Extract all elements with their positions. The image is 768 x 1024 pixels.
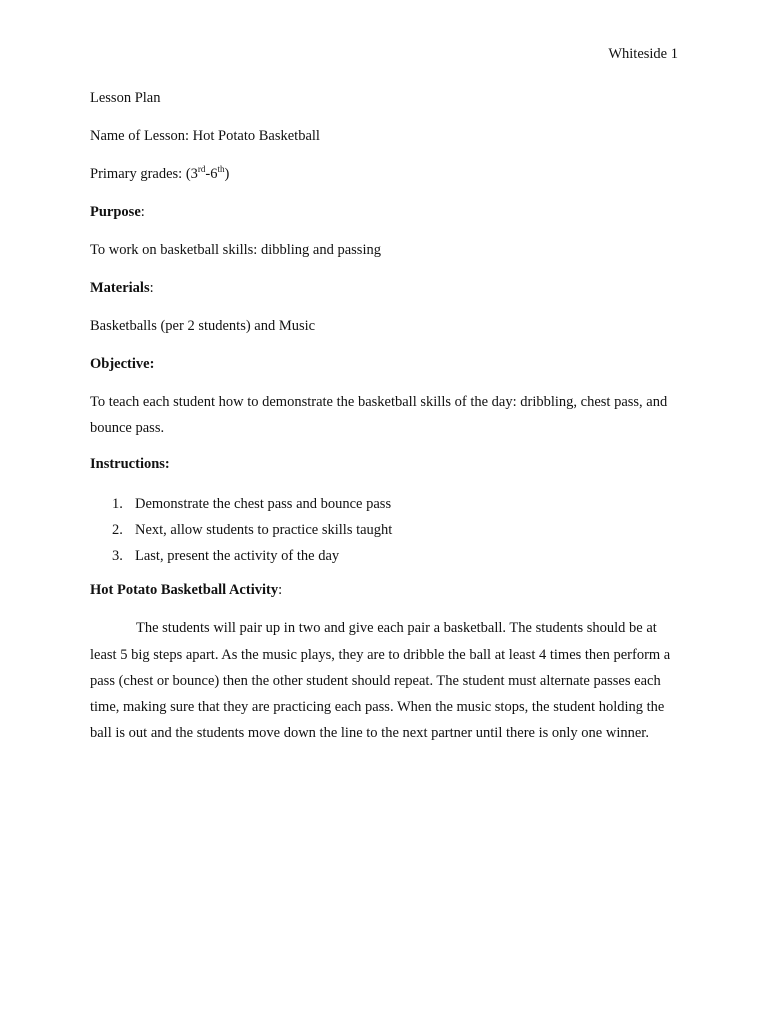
objective-text: To teach each student how to demonstrate the basketball skills of the day: dribbling, chest pass, and bounce pass.: [90, 394, 668, 437]
list-item-number: 1.: [112, 495, 123, 512]
instructions-heading: Instructions:: [90, 455, 170, 472]
running-head: Whiteside 1: [608, 46, 678, 62]
purpose-text: To work on basketball skills: dibbling and passing: [90, 242, 381, 258]
objective-heading: Objective:: [90, 356, 155, 372]
activity-heading-line: [90, 580, 680, 600]
activity-text: The students will pair up in two and give each pair a basketball. The students should be at least 5 big steps apart. As the music plays, they are to dribble the ball at least 4 times then perform a pass (chest or bounce) then the other student should repeat. The student must alternate passes each time, making sure that they are practicing each pass. When the music stops, the student holding the ball is out and the students move down the line to the next partner until there is only one winner.: [90, 620, 671, 742]
materials-heading-line: [90, 278, 680, 298]
list-item: [90, 517, 680, 543]
purpose-colon: :: [140, 204, 145, 220]
grades-suffix: ): [224, 166, 230, 182]
grades-sup-rd: rd: [197, 164, 206, 175]
list-item-number: 2.: [112, 521, 123, 538]
materials-text: Basketballs (per 2 students) and Music: [90, 318, 316, 334]
purpose-heading-line: [90, 202, 680, 222]
list-item-text: Demonstrate the chest pass and bounce pass: [135, 495, 392, 512]
grades-prefix: Primary grades: (3: [90, 166, 198, 182]
activity-heading: Hot Potato Basketball Activity: [90, 582, 279, 599]
activity-colon: :: [278, 582, 283, 599]
list-item: [90, 543, 680, 569]
list-item-text: Next, allow students to practice skills taught: [135, 521, 393, 538]
purpose-heading: Purpose: [90, 204, 141, 220]
instructions-list: [90, 491, 680, 570]
grades-middle: -6: [205, 166, 218, 182]
document-title: Lesson Plan: [90, 90, 161, 106]
document-body: [90, 88, 680, 759]
list-item-text: Last, present the activity of the day: [135, 548, 340, 564]
materials-colon: :: [149, 280, 154, 296]
materials-heading: Materials: [90, 280, 150, 296]
grades-sup-th: th: [217, 164, 225, 175]
lesson-name: Name of Lesson: Hot Potato Basketball: [90, 128, 320, 144]
list-item: [90, 491, 680, 517]
grades-line: [90, 164, 680, 184]
list-item-number: 3.: [112, 548, 123, 564]
